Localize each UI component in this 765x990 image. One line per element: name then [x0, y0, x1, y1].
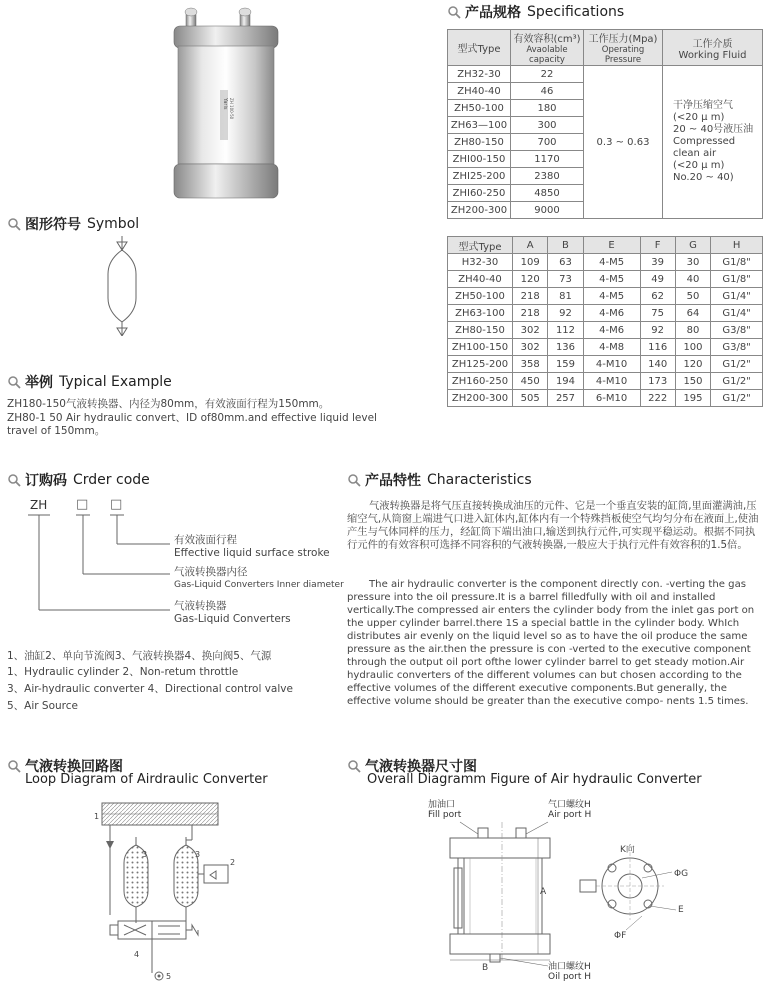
- dim-cell: 80: [675, 322, 710, 339]
- spec-cell-fluid: 干净压缩空气 (<20 µ m) 20 ~ 40号液压油 Compressed clean air (<20 µ m) No.20 ~ 40): [663, 66, 763, 219]
- spec-cell-type: ZH50-100: [448, 100, 511, 117]
- dim-header-row: [448, 237, 763, 254]
- loop-diagram: [90, 795, 250, 987]
- spec-cell-capacity: 22: [511, 66, 584, 83]
- dim-label-f: ΦF: [614, 931, 627, 941]
- dim-cell: G1/2": [711, 373, 763, 390]
- order-code-box-diameter: □: [76, 497, 89, 512]
- dim-cell: 92: [548, 305, 583, 322]
- dim-header-cell: B: [548, 237, 583, 254]
- air-port-label-cn: 气口螺纹H: [548, 800, 591, 810]
- magnifier-icon: [447, 5, 461, 19]
- dim-cell: G1/4": [711, 305, 763, 322]
- dimensions-table: [447, 236, 763, 407]
- air-port-label-en: Air port H: [548, 810, 592, 820]
- dim-cell: H32-30: [448, 254, 513, 271]
- dim-cell: ZH200-300: [448, 390, 513, 407]
- order-label-stroke-cn: 有效液面行程: [174, 534, 237, 546]
- dim-cell: 120: [513, 271, 548, 288]
- dim-row: [448, 390, 763, 407]
- spec-cell-type: ZHI00-150: [448, 151, 511, 168]
- loop-label-5: 5: [166, 972, 172, 981]
- dim-cell: G1/2": [711, 356, 763, 373]
- spec-cell-pressure: 0.3 ~ 0.63: [584, 66, 663, 219]
- dim-header-cell: H: [711, 237, 763, 254]
- dim-cell: 4-M6: [583, 305, 640, 322]
- symbol-title-en: Symbol: [87, 216, 140, 232]
- dim-header-cell: A: [513, 237, 548, 254]
- characteristics-text-cn: 气液转换器是将气压直接转换成油压的元件、它是一个垂直安装的缸筒,里面灌满油,压缩空气,从筒窗上端进气口进入缸体内,缸体内有一个特殊挡板使空气均匀分布在液面上,使油产生与气体同样的压力，经缸筒下端出油口,输送到执行元件,可实现平稳运动。根据不同执行元件的有效容积可选择不同容积的气液转换器,一般应大于执行元件有效容积的1.5倍。: [347, 500, 759, 551]
- dim-cell: 136: [548, 339, 583, 356]
- fill-port-label-cn: 加油口: [428, 800, 456, 810]
- spec-cell-capacity: 2380: [511, 168, 584, 185]
- dim-cell: G3/8": [711, 322, 763, 339]
- k-view-label: K向: [620, 845, 635, 855]
- dim-cell: 450: [513, 373, 548, 390]
- dim-cell: 39: [640, 254, 675, 271]
- spec-cell-type: ZHI60-250: [448, 185, 511, 202]
- dim-cell: ZH100-150: [448, 339, 513, 356]
- spec-row: [448, 66, 763, 83]
- dim-header-cell: F: [640, 237, 675, 254]
- example-title-en: Typical Example: [59, 374, 172, 390]
- characteristics-text-en: The air hydraulic converter is the component directly con. -verting the gas pressure into the oil pressure.It is a barrel filledfully with oil and installed vertically.The compressed air enters the cylinder body from the inlet gas port on the upper cylinder barrel.there 1S a special battle in the cylinder body. WhIch distributes air evenly on the liquid level so as to have the oil produce the same pressure as the air.then the pressure is con -verted to the executive component through the output oil port ofthe lower cylinder barrel to get steady motion.Air hydraulic converters of the different volumes can but chosen according to the effective volumes of the different executive components.But generally, the effective volume should be greater than the executive compo- nents 1.5 times.: [347, 579, 755, 707]
- dim-cell: 6-M10: [583, 390, 640, 407]
- dim-row: [448, 356, 763, 373]
- dimension-figure-title-cn: 气液转换器尺寸图: [365, 759, 477, 775]
- spec-header-capacity-cn: 有效容积(cm³): [513, 34, 581, 45]
- dim-cell: 150: [675, 373, 710, 390]
- symbol-title-cn: 图形符号: [25, 217, 81, 233]
- spec-cell-type: ZHI25-200: [448, 168, 511, 185]
- oil-port-label-en: Oil port H: [548, 972, 592, 982]
- dim-cell: 120: [675, 356, 710, 373]
- characteristics-title-en: Characteristics: [427, 472, 532, 488]
- magnifier-icon: [347, 473, 361, 487]
- fill-port-label-en: Fill port: [428, 810, 462, 820]
- specifications-table: [447, 29, 763, 219]
- spec-header-pressure-en: Operating Pressure: [601, 45, 645, 65]
- dimension-figure-title-en: Overall Diagramm Figure of Air hydraulic Converter: [367, 772, 702, 787]
- magnifier-icon: [7, 375, 21, 389]
- dim-cell: 140: [640, 356, 675, 373]
- dim-label-b: B: [482, 963, 489, 973]
- spec-cell-capacity: 700: [511, 134, 584, 151]
- order-code-leader-lines: [28, 514, 178, 614]
- dim-row: [448, 339, 763, 356]
- dim-cell: ZH50-100: [448, 288, 513, 305]
- dim-cell: 4-M6: [583, 322, 640, 339]
- dim-cell: 218: [513, 288, 548, 305]
- loop-label-3a: 3: [142, 850, 148, 859]
- dim-cell: 218: [513, 305, 548, 322]
- order-label-stroke-en: Effective liquid surface stroke: [174, 547, 330, 559]
- dim-row: [448, 305, 763, 322]
- dim-header-cell: E: [583, 237, 640, 254]
- dim-cell: 4-M10: [583, 373, 640, 390]
- spec-cell-type: ZH40-40: [448, 83, 511, 100]
- order-label-stroke: [174, 534, 330, 560]
- legend-line-4: 5、Air Source: [7, 700, 78, 712]
- dim-cell: ZH160-250: [448, 373, 513, 390]
- dim-cell: 505: [513, 390, 548, 407]
- legend-line-1: 1、油缸2、单向节流阀3、气液转换器4、换向阀5、气源: [7, 650, 272, 662]
- order-label-diameter: [174, 566, 344, 592]
- dim-cell: 50: [675, 288, 710, 305]
- order-code-title-en: Crder code: [73, 472, 150, 488]
- dim-row: [448, 271, 763, 288]
- dim-row: [448, 373, 763, 390]
- magnifier-icon: [7, 473, 21, 487]
- spec-header-capacity: [511, 30, 584, 66]
- order-label-diameter-en: Gas-Liquid Converters Inner diameter: [174, 580, 344, 590]
- dim-cell: 4-M5: [583, 271, 640, 288]
- dim-cell: G1/4": [711, 288, 763, 305]
- product-brand: Yaris: [222, 98, 228, 110]
- order-code-title-cn: 订购码: [25, 473, 67, 489]
- spec-header-type: 型式Type: [448, 30, 511, 66]
- dim-cell: ZH63-100: [448, 305, 513, 322]
- order-label-converter-cn: 气液转换器: [174, 600, 227, 612]
- magnifier-icon: [7, 759, 21, 773]
- example-text-cn: ZH180-150气液转换器、内径为80mm，有效液面行程为150mm。: [7, 398, 330, 410]
- dim-cell: 109: [513, 254, 548, 271]
- spec-header-fluid-en: Working Fluid: [678, 49, 747, 61]
- order-label-converter: [174, 600, 291, 626]
- order-label-diameter-cn: 气液转换器内径: [174, 566, 248, 578]
- dim-cell: 358: [513, 356, 548, 373]
- loop-diagram-title-en: Loop Diagram of Airdraulic Converter: [25, 772, 268, 787]
- spec-header-pressure: [584, 30, 663, 66]
- dim-cell: ZH125-200: [448, 356, 513, 373]
- dim-cell: 30: [675, 254, 710, 271]
- dim-cell: 4-M10: [583, 356, 640, 373]
- dim-cell: 4-M5: [583, 288, 640, 305]
- dim-cell: G3/8": [711, 339, 763, 356]
- specifications-title-cn: 产品规格: [465, 5, 521, 21]
- dim-cell: 159: [548, 356, 583, 373]
- spec-cell-type: ZH200-300: [448, 202, 511, 219]
- order-label-converter-en: Gas-Liquid Converters: [174, 613, 291, 625]
- loop-diagram-title-cn: 气液转换回路图: [25, 759, 123, 775]
- order-code-heading: [7, 470, 150, 490]
- spec-cell-capacity: 1170: [511, 151, 584, 168]
- specifications-title-en: Specifications: [527, 4, 625, 20]
- symbol-heading: [7, 214, 139, 234]
- dim-cell: 92: [640, 322, 675, 339]
- characteristics-heading: [347, 470, 532, 490]
- legend-line-2: 1、Hydraulic cylinder 2、Non-retum throttle: [7, 666, 239, 678]
- dim-row: [448, 322, 763, 339]
- legend-line-3: 3、Air-hydraulic converter 4、Directional control valve: [7, 683, 293, 695]
- dim-cell: 222: [640, 390, 675, 407]
- dim-cell: 112: [548, 322, 583, 339]
- specifications-heading: [447, 2, 624, 22]
- dim-label-e: E: [678, 905, 684, 915]
- dim-cell: G1/8": [711, 271, 763, 288]
- dim-cell: 116: [640, 339, 675, 356]
- dim-cell: 4-M5: [583, 254, 640, 271]
- spec-cell-capacity: 46: [511, 83, 584, 100]
- dim-header-cell: 型式Type: [448, 237, 513, 254]
- spec-cell-capacity: 9000: [511, 202, 584, 219]
- dim-cell: 73: [548, 271, 583, 288]
- dim-cell: 81: [548, 288, 583, 305]
- product-photo: [160, 0, 300, 210]
- spec-cell-capacity: 180: [511, 100, 584, 117]
- dim-cell: 40: [675, 271, 710, 288]
- spec-header-capacity-en: Avaolable capacity: [526, 45, 568, 65]
- example-heading: [7, 372, 172, 392]
- magnifier-icon: [347, 759, 361, 773]
- product-model: ZH 100-50: [229, 98, 234, 120]
- dim-cell: 194: [548, 373, 583, 390]
- spec-header-pressure-cn: 工作压力(Mpa): [588, 34, 658, 45]
- example-title-cn: 举例: [25, 375, 53, 391]
- dim-cell: G1/2": [711, 390, 763, 407]
- dim-cell: G1/8": [711, 254, 763, 271]
- loop-label-4: 4: [134, 950, 140, 959]
- dim-cell: 302: [513, 339, 548, 356]
- dim-label-g: ΦG: [674, 869, 689, 879]
- dimension-drawing: [430, 812, 760, 987]
- dim-row: [448, 254, 763, 271]
- dim-cell: 64: [675, 305, 710, 322]
- dim-cell: 49: [640, 271, 675, 288]
- spec-cell-type: ZH32-30: [448, 66, 511, 83]
- dim-header-cell: G: [675, 237, 710, 254]
- magnifier-icon: [7, 217, 21, 231]
- dim-cell: 257: [548, 390, 583, 407]
- spec-cell-type: ZH80-150: [448, 134, 511, 151]
- dim-cell: 63: [548, 254, 583, 271]
- order-code-prefix: ZH: [30, 498, 48, 512]
- dim-cell: 302: [513, 322, 548, 339]
- order-code-box-stroke: □: [110, 497, 123, 512]
- spec-cell-capacity: 300: [511, 117, 584, 134]
- dim-cell: 4-M8: [583, 339, 640, 356]
- spec-cell-capacity: 4850: [511, 185, 584, 202]
- symbol-diagram: [100, 236, 145, 336]
- spec-cell-type: ZH63—100: [448, 117, 511, 134]
- dim-cell: ZH40-40: [448, 271, 513, 288]
- dim-cell: ZH80-150: [448, 322, 513, 339]
- spec-header-fluid-cn: 工作介质: [692, 38, 733, 50]
- oil-port-label-cn: 油口螺纹H: [548, 962, 591, 972]
- dim-row: [448, 288, 763, 305]
- loop-label-3b: 3: [195, 850, 201, 859]
- dim-cell: 62: [640, 288, 675, 305]
- dim-cell: 100: [675, 339, 710, 356]
- example-text-en: ZH80-1 50 Air hydraulic convert、ID of80mm.and effective liquid level travel of 150mm。: [7, 412, 377, 437]
- loop-label-1: 1: [94, 812, 100, 821]
- dim-cell: 75: [640, 305, 675, 322]
- dim-cell: 173: [640, 373, 675, 390]
- loop-label-2: 2: [230, 858, 236, 867]
- characteristics-title-cn: 产品特性: [365, 473, 421, 489]
- dim-cell: 195: [675, 390, 710, 407]
- dim-label-a: A: [540, 887, 547, 897]
- spec-header-fluid: [663, 30, 763, 66]
